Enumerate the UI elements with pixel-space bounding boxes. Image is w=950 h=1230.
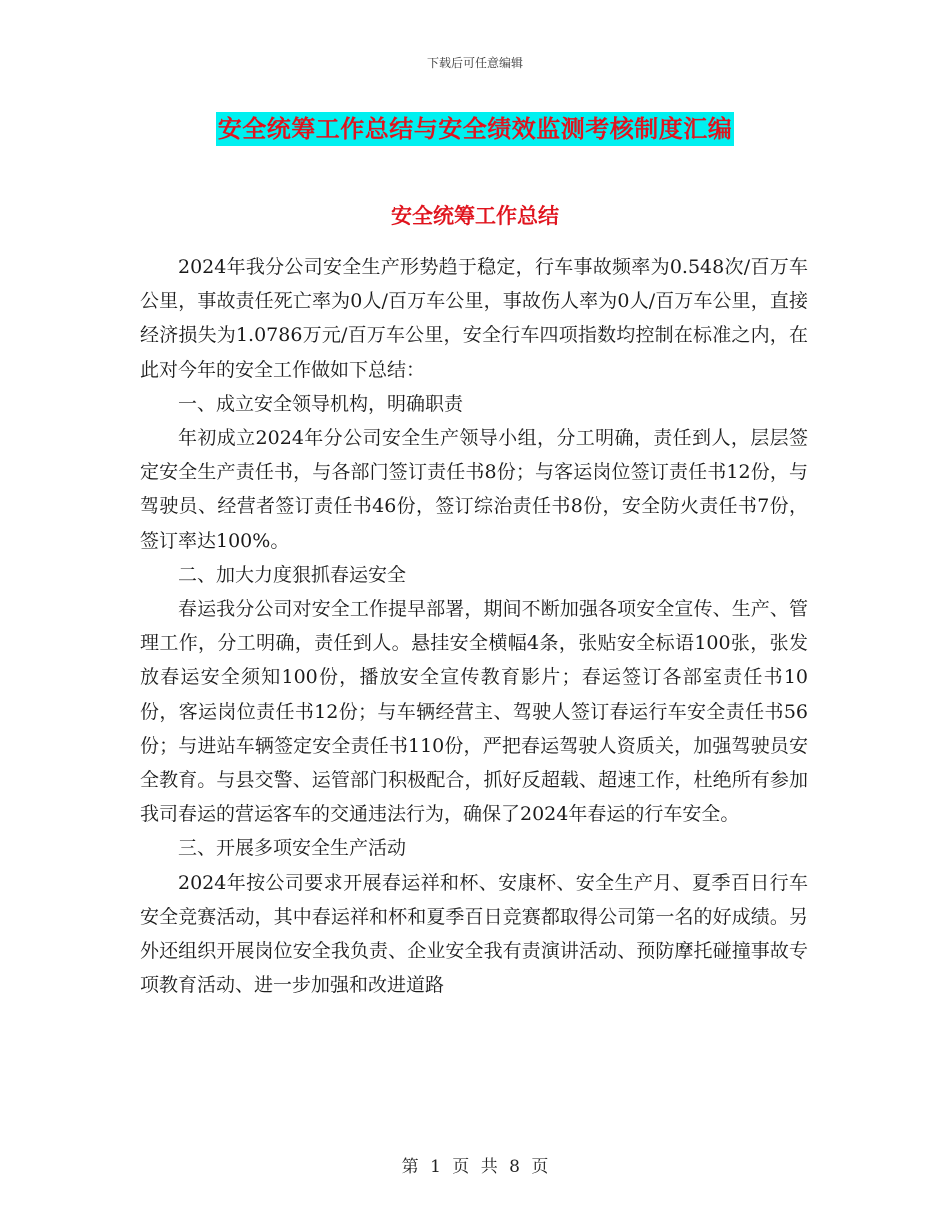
paragraph-2: 春运我分公司对安全工作提早部署，期间不断加强各项安全宣传、生产、管理工作，分工明确，责任到人。悬挂安全横幅4条，张贴安全标语100张，张发放春运安全须知100份，播放安全宣传教育影片；春运签订各部室责任书10份，客运岗位责任书12份；与车辆经营主、驾驶人签订春运行车安全责任书56份；与进站车辆签定安全责任书110份，严把春运驾驶人资质关，加强驾驶员安全教育。与县交警、运管部门积极配合，抓好反超载、超速工作，杜绝所有参加我司春运的营运客车的交通违法行为，确保了2024年春运的行车安全。 <box>140 598 808 826</box>
section-title: 安全统筹工作总结 <box>391 203 559 228</box>
heading-2: 二、加大力度狠抓春运安全 <box>178 563 407 586</box>
paragraph-3: 2024年按公司要求开展春运祥和杯、安康杯、安全生产月、夏季百日行车安全竞赛活动，其中春运祥和杯和夏季百日竞赛都取得公司第一名的好成绩。另外还组织开展岗位安全我负责、企业安全我有责演讲活动、预防摩托碰撞事故专项教育活动、进一步加强和改进道路 <box>140 871 808 997</box>
page-footer: 第 1 页 共 8 页 <box>401 1157 549 1177</box>
page-header-note: 下载后可任意编辑 <box>426 56 523 70</box>
heading-1: 一、成立安全领导机构，明确职责 <box>178 392 464 415</box>
paragraph-intro: 2024年我分公司安全生产形势趋于稳定，行车事故频率为0.548次/百万车公里，事故责任死亡率为0人/百万车公里，事故伤人率为0人/百万车公里，直接经济损失为1.0786万元/百万车公里，安全行车四项指数均控制在标准之内，在此对今年的安全工作做如下总结： <box>140 256 808 381</box>
document-main-title: 安全统筹工作总结与安全绩效监测考核制度汇编 <box>216 112 735 146</box>
main-title-container <box>0 112 950 146</box>
document-body <box>140 250 808 1002</box>
heading-3: 三、开展多项安全生产活动 <box>178 837 407 860</box>
paragraph-1: 年初成立2024年分公司安全生产领导小组，分工明确，责任到人，层层签定安全生产责任书，与各部门签订责任书8份；与客运岗位签订责任书12份，与驾驶员、经营者签订责任书46份，签订综治责任书8份，安全防火责任书7份，签订率达100%。 <box>140 427 808 552</box>
